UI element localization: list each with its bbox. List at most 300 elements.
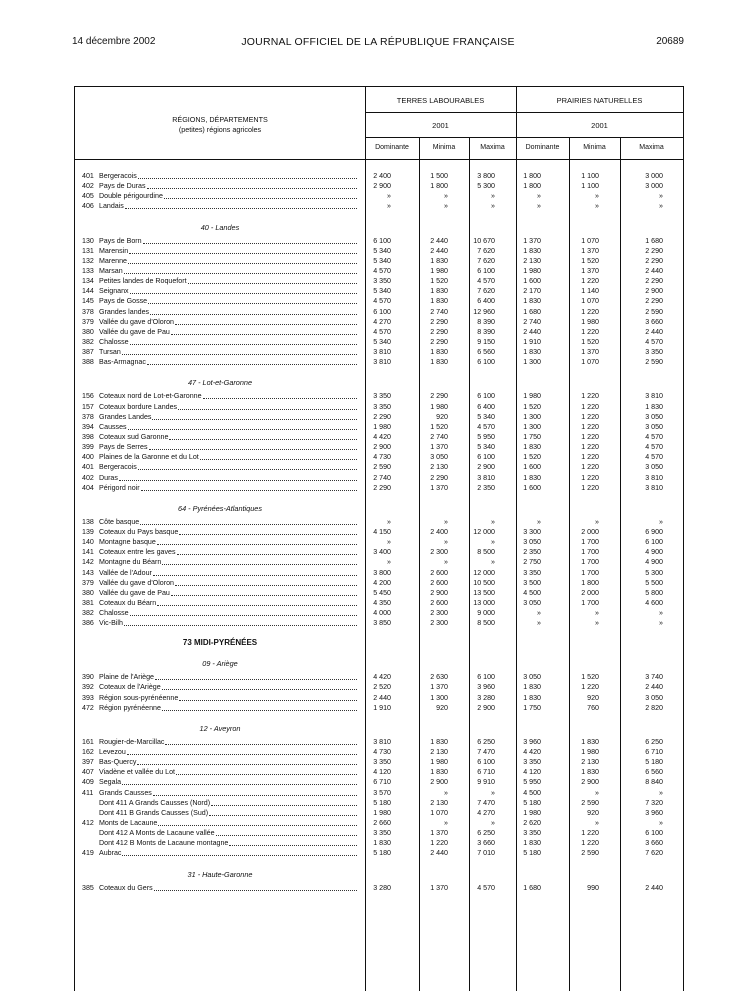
value-cell: 4 270	[477, 808, 495, 817]
value-cell: 4 270	[373, 317, 391, 326]
value-cell: »	[537, 619, 541, 628]
region-label	[99, 201, 357, 211]
dot-leader	[176, 767, 357, 775]
value-cell: 3 050	[645, 422, 663, 431]
value-cell: 1 220	[581, 453, 599, 462]
value-cell: »	[387, 202, 391, 211]
dot-leader	[188, 276, 357, 284]
value-cell: 7 620	[477, 246, 495, 255]
dot-leader	[179, 693, 357, 701]
value-cell: 2 440	[430, 246, 448, 255]
department-heading: 12 - Aveyron	[199, 723, 241, 733]
value-cell: 2 440	[645, 883, 663, 892]
value-cell: 1 370	[581, 246, 599, 255]
dot-leader	[119, 473, 357, 481]
value-cell: »	[444, 202, 448, 211]
value-cell: 1 830	[523, 839, 541, 848]
region-code: 394	[82, 422, 94, 431]
value-cell: 3 300	[523, 527, 541, 536]
value-cell: 5 950	[477, 432, 495, 441]
value-cell: 2 900	[430, 778, 448, 787]
value-cell: 1 370	[523, 236, 541, 245]
value-cell: 1 830	[523, 683, 541, 692]
value-cell: 4 570	[477, 277, 495, 286]
table-row	[75, 703, 683, 713]
value-cell: 1 680	[523, 307, 541, 316]
value-cell: 1 220	[581, 443, 599, 452]
value-cell: 2 440	[645, 327, 663, 336]
region-name: Plaines de la Garonne et du Lot	[99, 453, 199, 462]
value-cell: 2 750	[523, 558, 541, 567]
value-cell: 9 910	[477, 778, 495, 787]
value-cell: 6 710	[373, 778, 391, 787]
value-cell: 2 440	[373, 693, 391, 702]
region-name: Dont 412 A Monts de Lacaune vallée	[99, 829, 215, 838]
value-cell: 3 350	[373, 758, 391, 767]
dot-leader	[138, 171, 357, 179]
table-row	[75, 798, 683, 808]
value-cell: 5 180	[523, 798, 541, 807]
value-cell: 1 100	[581, 182, 599, 191]
value-cell: 4 570	[373, 297, 391, 306]
table-row	[75, 327, 683, 337]
dot-leader	[122, 848, 357, 856]
region-label	[99, 266, 357, 276]
value-cell: 2 820	[645, 703, 663, 712]
value-cell: »	[387, 192, 391, 201]
table-row	[75, 181, 683, 191]
region-label	[99, 537, 357, 547]
region-label	[99, 517, 357, 527]
dot-leader	[229, 838, 357, 846]
value-cell: 1 600	[523, 463, 541, 472]
value-cell: 2 290	[645, 246, 663, 255]
value-cell: 5 340	[477, 412, 495, 421]
dot-leader	[149, 442, 358, 450]
value-cell: 2 590	[645, 307, 663, 316]
region-code: 161	[82, 737, 94, 746]
dot-leader	[165, 737, 357, 745]
value-cell: 4 120	[523, 768, 541, 777]
value-cell: 920	[436, 412, 448, 421]
value-cell: 5 300	[477, 182, 495, 191]
value-cell: 2 350	[477, 483, 495, 492]
region-label	[99, 473, 357, 483]
value-cell: »	[444, 558, 448, 567]
value-cell: 1 910	[523, 337, 541, 346]
value-cell: 2 000	[581, 527, 599, 536]
value-cell: 3 050	[523, 673, 541, 682]
dot-leader	[122, 777, 357, 785]
value-cell: 5 450	[373, 588, 391, 597]
value-cell: 3 810	[373, 358, 391, 367]
region-label	[99, 547, 357, 557]
region-code: 140	[82, 538, 94, 547]
value-cell: 3 960	[645, 808, 663, 817]
region-code: 157	[82, 402, 94, 411]
value-cell: »	[537, 517, 541, 526]
value-cell: 1 220	[581, 392, 599, 401]
value-cell: 3 350	[373, 392, 391, 401]
region-label	[99, 578, 357, 588]
table-row	[75, 838, 683, 848]
value-cell: 2 440	[645, 266, 663, 275]
value-cell: 5 340	[373, 337, 391, 346]
value-cell: 6 250	[477, 737, 495, 746]
value-cell: 5 950	[523, 778, 541, 787]
value-cell: 3 050	[645, 693, 663, 702]
region-label	[99, 693, 357, 703]
region-name: Pays de Serres	[99, 443, 148, 452]
region-code: 380	[82, 588, 94, 597]
value-cell: »	[387, 517, 391, 526]
table-row	[75, 286, 683, 296]
value-cell: 3 660	[645, 839, 663, 848]
region-code: 397	[82, 758, 94, 767]
caption-title: RÉGIONS, DÉPARTEMENTS	[172, 115, 268, 124]
region-label	[99, 672, 357, 682]
value-cell: 1 370	[430, 829, 448, 838]
region-name: Viadène et vallée du Lot	[99, 768, 175, 777]
value-cell: 2 000	[581, 588, 599, 597]
region-label	[99, 296, 357, 306]
value-cell: 7 470	[477, 748, 495, 757]
value-cell: 6 100	[477, 266, 495, 275]
table-row	[75, 527, 683, 537]
table-row	[75, 547, 683, 557]
value-cell: 6 560	[645, 768, 663, 777]
region-name: Grandes landes	[99, 307, 150, 316]
value-cell: 3 500	[523, 578, 541, 587]
region-name: Dont 412 B Monts de Lacaune montagne	[99, 839, 229, 848]
value-cell: 2 290	[645, 277, 663, 286]
region-name: Montagne basque	[99, 538, 156, 547]
value-cell: 3 350	[373, 277, 391, 286]
value-cell: 8 390	[477, 317, 495, 326]
col-header-dominante: Dominante	[375, 144, 409, 151]
header-rule	[365, 137, 683, 138]
value-cell: »	[444, 517, 448, 526]
region-name: Vallée du gave de Pau	[99, 327, 170, 336]
table-row	[75, 422, 683, 432]
value-cell: 2 290	[373, 483, 391, 492]
table-row	[75, 747, 683, 757]
value-cell: 6 710	[645, 748, 663, 757]
value-cell: 3 350	[373, 829, 391, 838]
value-cell: 2 290	[430, 392, 448, 401]
value-cell: 3 350	[523, 758, 541, 767]
value-cell: 3 350	[523, 829, 541, 838]
value-cell: »	[537, 202, 541, 211]
page-header	[72, 36, 684, 52]
region-code: 382	[82, 609, 94, 618]
table-row	[75, 317, 683, 327]
value-cell: 1 980	[373, 808, 391, 817]
value-cell: 2 900	[581, 778, 599, 787]
value-cell: 6 250	[645, 737, 663, 746]
value-cell: 9 150	[477, 337, 495, 346]
region-label	[99, 452, 357, 462]
value-cell: »	[659, 192, 663, 201]
value-cell: 4 420	[373, 432, 391, 441]
table-row	[75, 828, 683, 838]
value-cell: »	[387, 538, 391, 547]
region-label	[99, 747, 357, 757]
value-cell: 1 830	[645, 402, 663, 411]
value-cell: 2 630	[430, 673, 448, 682]
value-cell: 4 730	[373, 453, 391, 462]
region-code: 143	[82, 568, 94, 577]
table-row	[75, 266, 683, 276]
department-heading: 31 - Haute-Garonne	[187, 869, 253, 879]
region-code: 133	[82, 266, 94, 275]
value-cell: 3 800	[477, 172, 495, 180]
value-cell: »	[444, 819, 448, 828]
value-cell: 8 500	[477, 548, 495, 557]
value-cell: 2 440	[430, 849, 448, 858]
dot-leader	[122, 347, 357, 355]
value-cell: 3 960	[477, 683, 495, 692]
col-header-minima: Minima	[432, 144, 456, 151]
table-row	[75, 777, 683, 787]
value-cell: 3 570	[373, 788, 391, 797]
region-name: Bergeracois	[99, 172, 137, 180]
value-cell: 4 150	[373, 527, 391, 536]
value-cell: 2 740	[523, 317, 541, 326]
value-cell: 3 280	[373, 883, 391, 892]
region-code: 398	[82, 432, 94, 441]
value-cell: 6 400	[477, 297, 495, 306]
region-name: Marensin	[99, 246, 129, 255]
value-cell: 3 810	[373, 737, 391, 746]
dot-leader	[150, 307, 357, 315]
value-cell: 1 980	[373, 422, 391, 431]
region-code: 387	[82, 348, 94, 357]
table-row	[75, 693, 683, 703]
value-cell: 1 700	[581, 568, 599, 577]
region-code: 145	[82, 297, 94, 306]
value-cell: 4 200	[373, 578, 391, 587]
value-cell: 2 740	[430, 432, 448, 441]
value-cell: »	[659, 788, 663, 797]
value-cell: 6 100	[645, 829, 663, 838]
dot-leader	[128, 256, 357, 264]
region-name: Pays de Duras	[99, 182, 146, 191]
dot-leader	[157, 598, 357, 606]
value-cell: 1 680	[523, 883, 541, 892]
dot-leader	[147, 357, 357, 365]
region-code: 382	[82, 337, 94, 346]
value-cell: 2 300	[430, 548, 448, 557]
region-name: Coteaux du Pays basque	[99, 527, 179, 536]
value-cell: 990	[587, 883, 599, 892]
region-name: Dont 411 B Grands Causses (Sud)	[99, 808, 209, 817]
region-code: 380	[82, 327, 94, 336]
dot-leader	[179, 527, 357, 535]
value-cell: 2 740	[373, 473, 391, 482]
dot-leader	[157, 537, 357, 545]
dot-leader	[140, 517, 357, 525]
region-name: Coteaux sud Garonne	[99, 432, 169, 441]
table-row	[75, 682, 683, 692]
value-cell: 1 220	[581, 422, 599, 431]
region-code: 162	[82, 748, 94, 757]
value-cell: 1 370	[581, 266, 599, 275]
col-header-maxima: Maxima	[480, 144, 505, 151]
value-cell: 1 980	[523, 392, 541, 401]
value-cell: 4 420	[523, 748, 541, 757]
region-label	[99, 412, 357, 422]
region-name: Périgord noir	[99, 483, 140, 492]
region-code: 379	[82, 317, 94, 326]
value-cell: 3 810	[645, 483, 663, 492]
value-cell: 5 500	[645, 578, 663, 587]
value-cell: 2 300	[430, 609, 448, 618]
value-cell: 2 600	[430, 568, 448, 577]
value-cell: 1 220	[581, 402, 599, 411]
dot-leader	[203, 391, 357, 399]
value-cell: 4 570	[477, 422, 495, 431]
department-heading: 09 - Ariège	[202, 659, 238, 669]
region-label	[99, 286, 357, 296]
value-cell: 3 810	[645, 473, 663, 482]
value-cell: 1 300	[523, 422, 541, 431]
region-label	[99, 737, 357, 747]
value-cell: 6 100	[645, 538, 663, 547]
region-name: Bas-Quercy	[99, 758, 137, 767]
value-cell: »	[595, 192, 599, 201]
region-code: 399	[82, 443, 94, 452]
value-cell: 2 660	[373, 819, 391, 828]
col-header-maxima: Maxima	[639, 144, 664, 151]
dot-leader	[130, 608, 357, 616]
header-rule	[365, 112, 683, 113]
region-name: Plaine de l'Ariège	[99, 673, 154, 682]
table-row	[75, 191, 683, 201]
value-cell: 5 180	[373, 798, 391, 807]
department-heading: 64 - Pyrénées-Atlantiques	[178, 503, 262, 513]
value-cell: 2 900	[373, 443, 391, 452]
journal-title: JOURNAL OFFICIEL DE LA RÉPUBLIQUE FRANÇAISE	[241, 36, 515, 48]
table-row	[75, 347, 683, 357]
dot-leader	[162, 703, 357, 711]
region-label	[99, 883, 357, 893]
value-cell: 2 290	[430, 317, 448, 326]
table-row	[75, 473, 683, 483]
region-code: 130	[82, 236, 94, 245]
value-cell: 8 840	[645, 778, 663, 787]
value-cell: 920	[436, 703, 448, 712]
region-name: Côte basque	[99, 517, 140, 526]
value-cell: 10 670	[473, 236, 495, 245]
dot-leader	[175, 578, 357, 586]
table-body	[75, 171, 683, 897]
table-row	[75, 757, 683, 767]
value-cell: 1 830	[430, 358, 448, 367]
value-cell: 1 800	[523, 182, 541, 191]
value-cell: 3 050	[523, 598, 541, 607]
dot-leader	[153, 568, 357, 576]
value-cell: 1 830	[430, 297, 448, 306]
value-cell: 2 900	[645, 287, 663, 296]
value-cell: »	[595, 819, 599, 828]
value-cell: 6 710	[477, 768, 495, 777]
region-code: 388	[82, 358, 94, 367]
value-cell: »	[659, 619, 663, 628]
value-cell: 2 740	[430, 307, 448, 316]
region-code: 402	[82, 473, 94, 482]
table-row	[75, 256, 683, 266]
value-cell: 2 290	[645, 297, 663, 306]
value-cell: 2 590	[581, 798, 599, 807]
value-cell: 1 370	[430, 443, 448, 452]
value-cell: 1 980	[581, 748, 599, 757]
value-cell: 7 620	[477, 287, 495, 296]
value-cell: 1 220	[581, 277, 599, 286]
value-cell: 2 400	[373, 172, 391, 180]
region-label	[99, 327, 357, 337]
region-name: Petites landes de Roquefort	[99, 277, 187, 286]
region-name: Pays de Gosse	[99, 297, 148, 306]
value-cell: 1 220	[581, 829, 599, 838]
value-cell: 6 100	[477, 392, 495, 401]
region-code: 378	[82, 307, 94, 316]
table-row	[75, 432, 683, 442]
dot-leader	[175, 317, 357, 325]
value-cell: 2 130	[430, 463, 448, 472]
dot-leader	[125, 201, 357, 209]
region-code: 401	[82, 172, 94, 180]
value-cell: »	[387, 558, 391, 567]
region-heading: 73 MIDI-PYRÉNÉES	[182, 638, 258, 648]
value-cell: 920	[587, 808, 599, 817]
value-cell: 7 620	[477, 256, 495, 265]
region-label	[99, 608, 357, 618]
region-name: Levezou	[99, 748, 126, 757]
dot-leader	[124, 618, 357, 626]
value-cell: 4 120	[373, 768, 391, 777]
value-cell: 1 220	[581, 473, 599, 482]
region-label	[99, 838, 357, 848]
value-cell: 1 700	[581, 538, 599, 547]
value-cell: 13 000	[473, 598, 495, 607]
value-cell: 2 900	[477, 463, 495, 472]
table-row	[75, 517, 683, 527]
value-cell: 3 660	[645, 317, 663, 326]
region-label	[99, 307, 357, 317]
value-cell: 1 070	[581, 236, 599, 245]
value-cell: 1 300	[523, 412, 541, 421]
value-cell: 4 500	[523, 788, 541, 797]
region-code: 419	[82, 849, 94, 858]
region-code: 390	[82, 673, 94, 682]
value-cell: 1 220	[581, 839, 599, 848]
value-cell: 6 100	[477, 358, 495, 367]
value-cell: 1 370	[430, 883, 448, 892]
table-row	[75, 307, 683, 317]
value-cell: 6 560	[477, 348, 495, 357]
dot-leader	[129, 246, 357, 254]
value-cell: 6 100	[373, 307, 391, 316]
value-cell: 2 290	[430, 327, 448, 336]
region-label	[99, 568, 357, 578]
region-code: 400	[82, 453, 94, 462]
col-header-dominante: Dominante	[525, 144, 560, 151]
value-cell: 2 600	[430, 578, 448, 587]
region-code: 134	[82, 277, 94, 286]
value-cell: »	[537, 609, 541, 618]
region-code: 139	[82, 527, 94, 536]
